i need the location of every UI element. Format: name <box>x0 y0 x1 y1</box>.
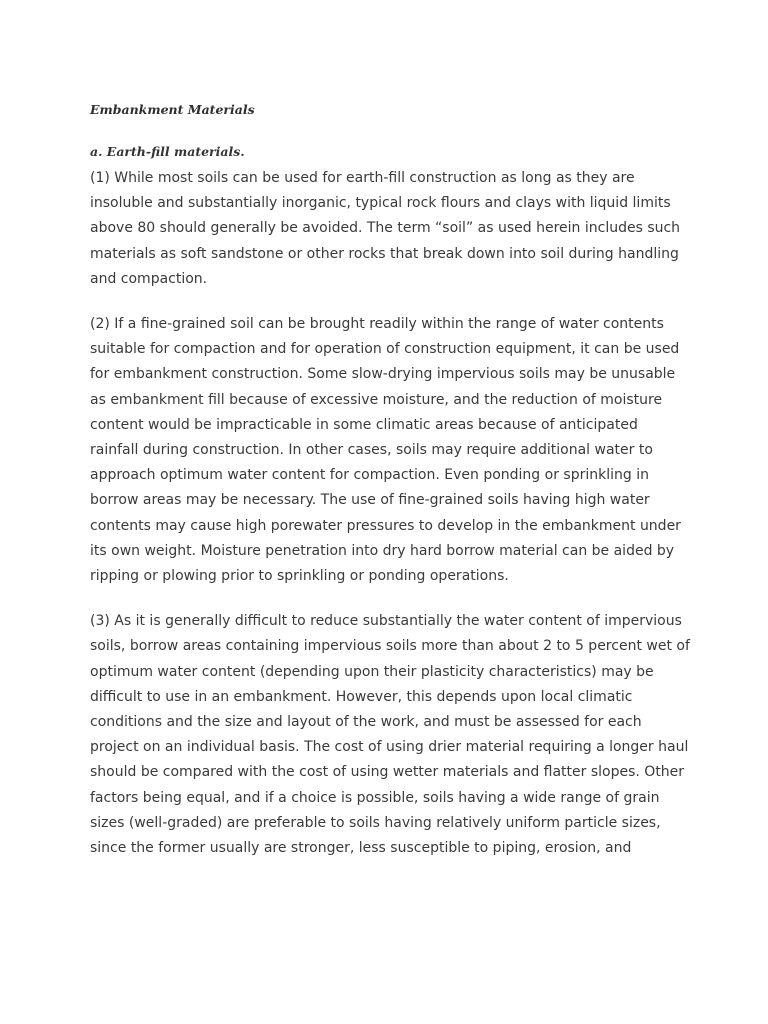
document-page <box>90 100 690 881</box>
section-heading: a. Earth-fill materials. <box>90 144 245 159</box>
paragraph-2: (2) If a fine-grained soil can be brought readily within the range of water contents suitable for compaction and for operation of construction equipment, it can be used for embankment construction. Some slow-drying impervious soils may be unusable as embankment fill because of excessive moisture, and the reduction of moisture content would be impracticable in some climatic areas because of anticipated rainfall during construction. In other cases, soils may require additional water to approach optimum water content for compaction. Even ponding or sprinkling in borrow areas may be necessary. The use of fine-grained soils having high water contents may cause high porewater pressures to develop in the embankment under its own weight. Moisture penetration into dry hard borrow material can be aided by ripping or plowing prior to sprinkling or ponding operations. <box>90 316 681 585</box>
paragraph-3: (3) As it is generally difficult to reduce substantially the water content of impervious soils, borrow areas containing impervious soils more than about 2 to 5 percent wet of optimum water content (depending upon their plasticity characteristics) may be difficult to use in an embankment. However, this depends upon local climatic conditions and the size and layout of the work, and must be assessed for each project on an individual basis. The cost of using drier material requiring a longer haul should be compared with the cost of using wetter materials and flatter slopes. Other factors being equal, and if a choice is possible, soils having a wide range of grain sizes (well-graded) are preferable to soils having relatively uniform particle sizes, since the former usually are stronger, less susceptible to piping, erosion, and <box>90 613 690 857</box>
paragraph-1: (1) While most soils can be used for earth-fill construction as long as they are insoluble and substantially inorganic, typical rock flours and clays with liquid limits above 80 should generally be avoided. The term “soil” as used herein includes such materials as soft sandstone or other rocks that break down into soil during handling and compaction. <box>90 170 681 287</box>
page-title: Embankment Materials <box>90 102 255 117</box>
